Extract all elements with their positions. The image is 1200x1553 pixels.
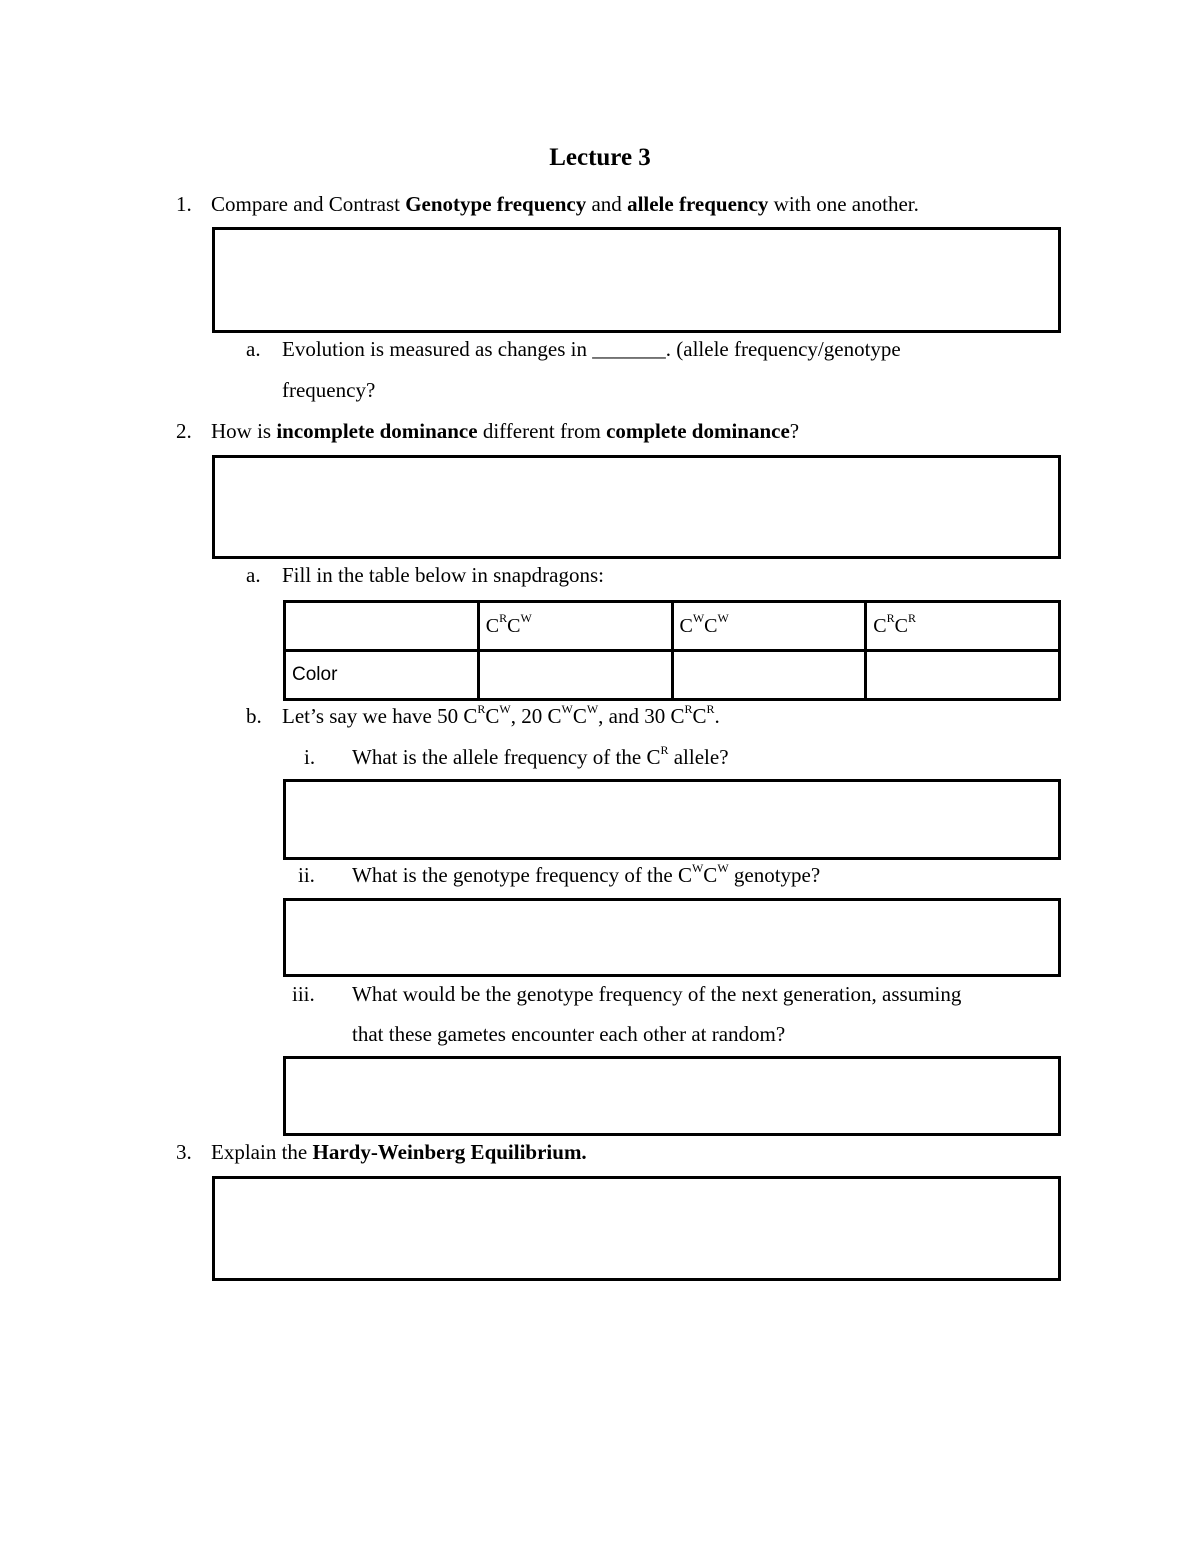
q1a-letter: a. (246, 337, 261, 361)
table-row (285, 651, 1060, 700)
q2a-letter: a. (246, 563, 261, 587)
q1-bold-allele: allele frequency (627, 192, 769, 216)
q2a-text: Fill in the table below in snapdragons: (282, 563, 604, 587)
table-answer-cell[interactable] (672, 651, 866, 700)
q2-bold-complete: complete dominance (606, 419, 790, 443)
q2biii-line2: that these gametes encounter each other at random? (352, 1022, 786, 1046)
q2b-letter: b. (246, 704, 262, 728)
q3-bold-hardy-weinberg: Hardy-Weinberg Equilibrium. (312, 1140, 587, 1164)
q1-answer-box[interactable] (212, 227, 1061, 333)
table-header-row (285, 602, 1060, 651)
table-corner-cell (285, 602, 479, 651)
q1a-line1: Evolution is measured as changes in _______. (allele frequency/genotype (282, 337, 901, 361)
table-header-cell: $C^RC^W$ (478, 602, 672, 651)
q2bii-numeral: ii. (298, 863, 315, 887)
q1-text-post: with one another. (768, 192, 919, 216)
q2bi-answer-box[interactable] (283, 779, 1061, 860)
q2biii-numeral: iii. (292, 982, 315, 1006)
q2b-text: Let’s say we have 50 $C^RC^W$, 20 $C^WC^W$, and 30 $C^RC^R$. (282, 702, 720, 728)
q3-number: 3. (176, 1140, 192, 1164)
table-answer-cell[interactable] (478, 651, 672, 700)
q2bii-answer-box[interactable] (283, 898, 1061, 977)
table-row-label: Color (285, 651, 479, 700)
q2bii-text: What is the genotype frequency of the $C^WC^W$ genotype? (352, 861, 821, 887)
q2bi-text: What is the allele frequency of the $C^R$ allele? (352, 743, 729, 769)
q1-number: 1. (176, 192, 192, 216)
q2-text-pre: How is (211, 419, 277, 443)
q3-answer-box[interactable] (212, 1176, 1061, 1281)
q2-answer-box[interactable] (212, 455, 1061, 559)
table-answer-cell[interactable] (866, 651, 1060, 700)
q2-text-post: ? (789, 419, 800, 443)
q2bi-numeral: i. (304, 745, 316, 769)
table-header-cell: $C^RC^R$ (866, 602, 1060, 651)
q1a-line2: frequency? (282, 378, 376, 402)
table-header-cell: $C^WC^W$ (672, 602, 866, 651)
q1-text-mid: and (586, 192, 628, 216)
q2biii-line1: What would be the genotype frequency of the next generation, assuming (352, 982, 962, 1006)
q2-text (211, 417, 799, 445)
q1-text-pre: Compare and Contrast (211, 192, 406, 216)
q2-bold-incomplete: incomplete dominance (276, 419, 478, 443)
q2-number: 2. (176, 419, 192, 443)
page-title: Lecture 3 (549, 144, 651, 171)
q2-text-mid: different from (477, 419, 607, 443)
q1-text (211, 190, 919, 218)
q1-bold-genotype: Genotype frequency (405, 192, 587, 216)
q3-text: Explain the Hardy-Weinberg Equilibrium. (211, 1140, 587, 1164)
snapdragon-table (283, 600, 1061, 701)
q2biii-answer-box[interactable] (283, 1056, 1061, 1136)
